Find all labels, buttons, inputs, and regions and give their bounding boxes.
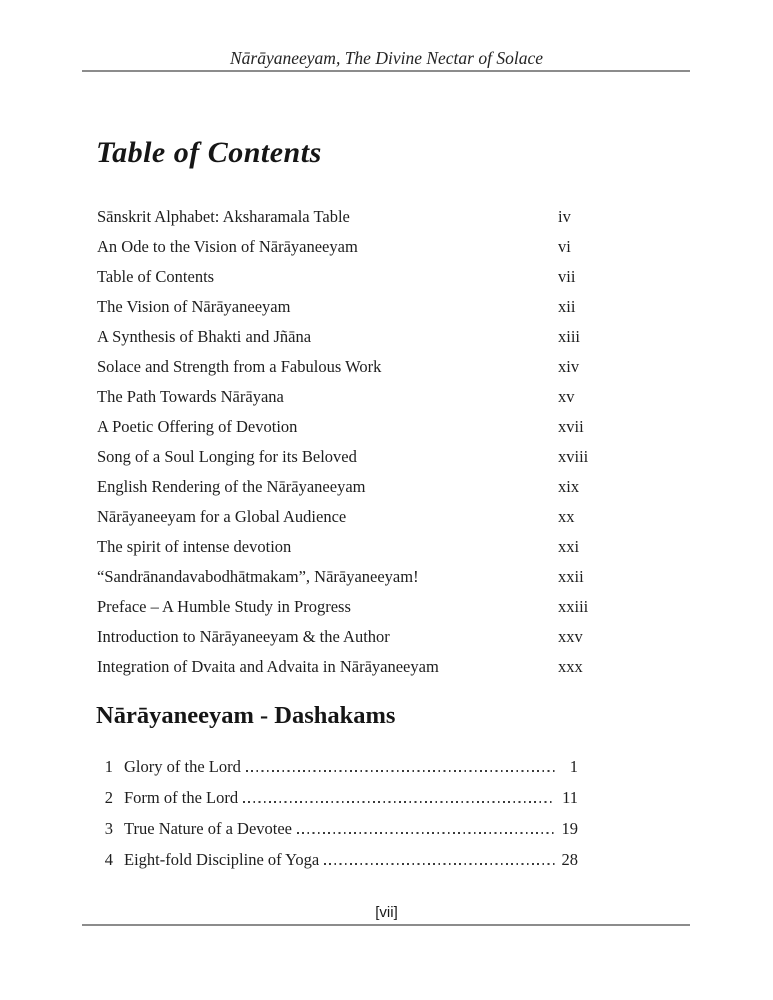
dashakam-entry-page-number: 19 [561,819,578,838]
toc-entry-title: English Rendering of the Nārāyaneeyam [97,477,366,496]
dashakam-entry-title: Form of the Lord [124,788,239,807]
toc-entry [97,202,690,232]
toc-entry-title: Table of Contents [97,267,215,286]
dashakam-entry-number: 4 [104,850,113,869]
toc-entry-page-number: iv [558,207,571,226]
toc-entry-page-number: xxv [558,627,583,646]
toc-entry-title: Song of a Soul Longing for its Beloved [97,447,357,466]
page-title: Table of Contents [96,136,322,169]
toc-entry-page-number: xxii [558,567,584,586]
dot-leader [243,782,555,813]
toc-entry [97,622,690,652]
toc-entry-title: A Synthesis of Bhakti and Jñāna [97,327,312,346]
dashakam-entry-number: 1 [104,757,113,776]
front-matter-list [97,202,690,682]
dashakam-entry-page-number: 1 [569,757,578,776]
toc-entry-title: An Ode to the Vision of Nārāyaneeyam [97,237,358,256]
toc-entry-title: Integration of Dvaita and Advaita in Nārāyaneeyam [97,657,439,676]
toc-entry-title: A Poetic Offering of Devotion [97,417,298,436]
toc-entry [97,322,690,352]
dashakam-entry [97,751,578,782]
dashakam-entry-title: Eight-fold Discipline of Yoga [124,850,320,869]
toc-entry-page-number: vi [558,237,571,256]
toc-entry-page-number: xvii [558,417,584,436]
toc-entry-title: Sānskrit Alphabet: Aksharamala Table [97,207,350,226]
dot-leader [297,813,555,844]
dot-leader [246,751,555,782]
toc-entry-page-number: xxiii [558,597,589,616]
toc-entry [97,562,690,592]
toc-entry-page-number: xix [558,477,580,496]
toc-entry [97,652,690,682]
running-header-title: Nārāyaneeyam, The Divine Nectar of Solace [230,48,543,68]
toc-entry-page-number: xxi [558,537,580,556]
dashakam-entry-page-number: 28 [561,850,578,869]
toc-entry [97,352,690,382]
dot-leader [324,844,555,875]
toc-entry-title: Preface – A Humble Study in Progress [97,597,351,616]
toc-entry-page-number: xiv [558,357,580,376]
toc-entry [97,532,690,562]
toc-entry [97,472,690,502]
toc-entry [97,382,690,412]
dashakam-entry [97,813,578,844]
section-heading: Nārāyaneeyam - Dashakams [96,702,396,729]
toc-entry-title: Nārāyaneeyam for a Global Audience [97,507,347,526]
dashakam-entry [97,844,578,875]
dashakam-entry-title: Glory of the Lord [124,757,241,776]
toc-entry-page-number: xviii [558,447,589,466]
dashakam-entry-page-number: 11 [562,788,578,807]
toc-entry-page-number: xii [558,297,576,316]
toc-entry-title: Introduction to Nārāyaneeyam & the Author [97,627,390,646]
toc-entry-title: “Sandrānandavabodhātmakam”, Nārāyaneeyam! [97,567,419,586]
toc-entry [97,592,690,622]
toc-entry-title: The Path Towards Nārāyana [97,387,284,406]
toc-entry-page-number: xiii [558,327,581,346]
dashakam-entry-number: 3 [104,819,113,838]
toc-entry [97,442,690,472]
toc-entry-title: The Vision of Nārāyaneeyam [97,297,291,316]
toc-entry [97,292,690,322]
dashakam-entry-title: True Nature of a Devotee [124,819,292,838]
toc-entry [97,262,690,292]
page-number-folio: [vii] [375,904,398,921]
dashakam-entry [97,782,578,813]
toc-entry [97,412,690,442]
dashakam-entry-number: 2 [104,788,113,807]
toc-entry-title: The spirit of intense devotion [97,537,292,556]
toc-entry [97,502,690,532]
toc-entry [97,232,690,262]
toc-entry-page-number: xx [558,507,575,526]
toc-entry-page-number: vii [558,267,576,286]
header-rule [82,70,690,72]
toc-entry-page-number: xxx [558,657,583,676]
dashakam-list [97,751,578,875]
footer-rule [82,924,690,926]
toc-entry-page-number: xv [558,387,575,406]
toc-entry-title: Solace and Strength from a Fabulous Work [97,357,382,376]
